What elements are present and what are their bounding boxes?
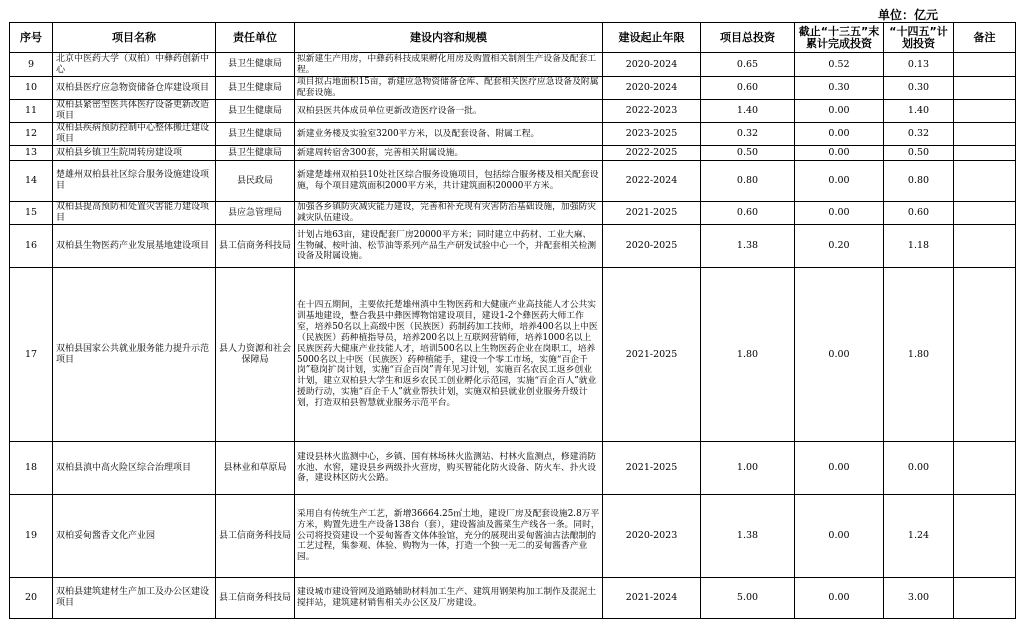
cell-responsible-unit: 县应急管理局 [216, 202, 295, 225]
header-completed-investment: 截止“十三五”末累计完成投资 [795, 23, 884, 53]
cell-planned-investment: 0.32 [884, 123, 954, 146]
cell-planned-investment: 1.24 [884, 495, 954, 578]
cell-project-name: 双柏县滇中高火险区综合治理项目 [53, 442, 216, 495]
cell-note [954, 123, 1016, 146]
cell-planned-investment: 0.13 [884, 53, 954, 77]
cell-project-name: 双柏县国家公共就业服务能力提升示范项目 [53, 268, 216, 442]
cell-period: 2021-2025 [603, 268, 701, 442]
header-row [10, 23, 1016, 53]
cell-note [954, 146, 1016, 161]
cell-note [954, 161, 1016, 202]
cell-seq: 16 [10, 225, 53, 268]
cell-note [954, 495, 1016, 578]
cell-total-investment: 1.40 [701, 100, 795, 123]
cell-total-investment: 0.50 [701, 146, 795, 161]
cell-seq: 12 [10, 123, 53, 146]
cell-content-scale: 建设县林火监测中心，乡镇、国有林场林火监测站、村林火监测点，修建消防水池、水窖，建设县乡两级扑火营房，购买智能化防火设备、防火车、扑火设备，建设林区防火公路。 [295, 442, 603, 495]
cell-completed-investment: 0.00 [795, 268, 884, 442]
unit-label: 单位：亿元 [877, 8, 938, 22]
cell-period: 2022-2023 [603, 100, 701, 123]
cell-planned-investment: 1.40 [884, 100, 954, 123]
cell-note [954, 268, 1016, 442]
table-row [10, 77, 1016, 100]
cell-project-name: 双柏妥甸酱香文化产业园 [53, 495, 216, 578]
cell-planned-investment: 3.00 [884, 578, 954, 619]
cell-project-name: 北京中医药大学（双柏）中彝药创新中心 [53, 53, 216, 77]
cell-completed-investment: 0.00 [795, 442, 884, 495]
cell-seq: 9 [10, 53, 53, 77]
cell-project-name: 双柏县生物医药产业发展基地建设项目 [53, 225, 216, 268]
cell-completed-investment: 0.00 [795, 146, 884, 161]
cell-note [954, 77, 1016, 100]
cell-seq: 18 [10, 442, 53, 495]
cell-content-scale: 拟新建生产用房，中彝药科技成果孵化用房及购置相关制剂生产设备及配套工程。 [295, 53, 603, 77]
cell-completed-investment: 0.00 [795, 578, 884, 619]
cell-total-investment: 1.80 [701, 268, 795, 442]
cell-period: 2020-2024 [603, 53, 701, 77]
table-row [10, 268, 1016, 442]
cell-total-investment: 1.38 [701, 495, 795, 578]
cell-completed-investment: 0.00 [795, 161, 884, 202]
cell-responsible-unit: 县工信商务科技局 [216, 578, 295, 619]
cell-note [954, 100, 1016, 123]
cell-period: 2022-2024 [603, 161, 701, 202]
cell-period: 2020-2025 [603, 225, 701, 268]
cell-content-scale: 新建业务楼及实验室3200平方米，以及配套设备、附属工程。 [295, 123, 603, 146]
table-row [10, 578, 1016, 619]
cell-note [954, 53, 1016, 77]
cell-content-scale: 建设城市建设管网及道路辅助材料加工生产、建筑用钢架构加工制作及混泥土搅拌站，建筑建材销售相关办公区及厂房建设。 [295, 578, 603, 619]
cell-responsible-unit: 县卫生健康局 [216, 100, 295, 123]
table-row [10, 123, 1016, 146]
cell-planned-investment: 0.50 [884, 146, 954, 161]
cell-total-investment: 1.38 [701, 225, 795, 268]
header-responsible-unit: 责任单位 [216, 23, 295, 53]
cell-total-investment: 0.60 [701, 202, 795, 225]
cell-total-investment: 0.60 [701, 77, 795, 100]
table-row [10, 442, 1016, 495]
table-row [10, 161, 1016, 202]
cell-planned-investment: 1.80 [884, 268, 954, 442]
header-project-name: 项目名称 [53, 23, 216, 53]
cell-responsible-unit: 县人力资源和社会保障局 [216, 268, 295, 442]
cell-content-scale: 项目拟占地面积15亩，新建应急物资储备仓库、配套相关医疗应急设备及附属配套设施。 [295, 77, 603, 100]
cell-project-name: 双柏县紧密型医共体医疗设备更新改造项目 [53, 100, 216, 123]
cell-content-scale: 新建周转宿舍300套，完善相关附属设施。 [295, 146, 603, 161]
cell-content-scale: 新建楚雄州双柏县10处社区综合服务设施项目，包括综合服务楼及相关配套设施，每个项目建筑面积2000平方米，共计建筑面积20000平方米。 [295, 161, 603, 202]
cell-completed-investment: 0.52 [795, 53, 884, 77]
investment-table [9, 22, 1016, 619]
cell-content-scale: 采用自有传统生产工艺，新增36664.25㎡土地，建设厂房及配套设施2.8万平方米，购置先进生产设备138台（套），建设酱油及酱菜生产线各一条。同时，公司将投资建设一个妥甸酱香文体体验馆，充分的展现出妥甸酱油古法酿制的工艺过程，集参观、体验、购物为一体，打造一个独一无二的妥甸酱香产业园。 [295, 495, 603, 578]
cell-total-investment: 0.32 [701, 123, 795, 146]
cell-completed-investment: 0.00 [795, 100, 884, 123]
cell-seq: 19 [10, 495, 53, 578]
cell-total-investment: 1.00 [701, 442, 795, 495]
cell-content-scale: 加强各乡镇防灾减灾能力建设，完善和补充现有灾害防治基础设施，加强防灾减灾队伍建设。 [295, 202, 603, 225]
cell-planned-investment: 1.18 [884, 225, 954, 268]
cell-responsible-unit: 县民政局 [216, 161, 295, 202]
cell-planned-investment: 0.60 [884, 202, 954, 225]
header-period: 建设起止年限 [603, 23, 701, 53]
cell-planned-investment: 0.00 [884, 442, 954, 495]
cell-project-name: 双柏县建筑建材生产加工及办公区建设项目 [53, 578, 216, 619]
cell-period: 2021-2024 [603, 578, 701, 619]
cell-seq: 10 [10, 77, 53, 100]
cell-content-scale: 双柏县医共体成员单位更新改造医疗设备一批。 [295, 100, 603, 123]
cell-responsible-unit: 县工信商务科技局 [216, 225, 295, 268]
table-row [10, 202, 1016, 225]
header-seq: 序号 [10, 23, 53, 53]
cell-seq: 20 [10, 578, 53, 619]
cell-seq: 15 [10, 202, 53, 225]
cell-content-scale: 计划占地63亩，建设配套厂房20000平方米；同时建立中药材、工业大麻、生物碱、桉叶油、松节油等系列产品生产研发试验中心一个，并配套相关检测设备及附属设施。 [295, 225, 603, 268]
header-content-scale: 建设内容和规模 [295, 23, 603, 53]
table-row [10, 146, 1016, 161]
cell-seq: 13 [10, 146, 53, 161]
table-row [10, 53, 1016, 77]
cell-total-investment: 0.65 [701, 53, 795, 77]
cell-seq: 11 [10, 100, 53, 123]
cell-seq: 14 [10, 161, 53, 202]
cell-project-name: 楚雄州双柏县社区综合服务设施建设项目 [53, 161, 216, 202]
cell-responsible-unit: 县卫生健康局 [216, 123, 295, 146]
header-note: 备注 [954, 23, 1016, 53]
cell-completed-investment: 0.00 [795, 202, 884, 225]
cell-planned-investment: 0.80 [884, 161, 954, 202]
cell-total-investment: 0.80 [701, 161, 795, 202]
cell-content-scale: 在十四五期间，主要依托楚雄州滇中生物医药和大健康产业高技能人才公共实训基地建设，整合我县中彝医博物馆建设项目，建设1-2个彝医药大师工作室，培养50名以上高级中医（民族医）药制药加工技师，培养400名以上中医（民族医）药种植指导员，培养200名以上互联网营销师，培养1000名以上民族医药大健康产业技能人才，培训500名以上生物医药企业在岗职工，培养5000名以上中医（民族医）药种植能手，建设一个零工市场，实施“百企千岗”稳岗扩岗计划，实施“百企百岗”青年见习计划，实施百名农民工返乡创业计划，建立双柏县大学生和返乡农民工创业孵化示范园，实施“百企百人”就业援助行动，实施“百企千人”就业帮扶计划，实施双柏县就业创业服务升级计划，打造双柏县智慧就业服务示范平台。 [295, 268, 603, 442]
cell-period: 2021-2025 [603, 202, 701, 225]
table-row [10, 495, 1016, 578]
cell-completed-investment: 0.00 [795, 123, 884, 146]
cell-completed-investment: 0.30 [795, 77, 884, 100]
cell-note [954, 578, 1016, 619]
cell-seq: 17 [10, 268, 53, 442]
cell-period: 2020-2023 [603, 495, 701, 578]
table-row [10, 100, 1016, 123]
cell-total-investment: 5.00 [701, 578, 795, 619]
cell-project-name: 双柏县医疗应急物资储备仓库建设项目 [53, 77, 216, 100]
table-row [10, 225, 1016, 268]
header-planned-investment: “十四五”计划投资 [884, 23, 954, 53]
cell-note [954, 442, 1016, 495]
cell-note [954, 202, 1016, 225]
cell-project-name: 双柏县提高预防和处置灾害能力建设项目 [53, 202, 216, 225]
cell-project-name: 双柏县乡镇卫生院周转房建设项 [53, 146, 216, 161]
cell-period: 2022-2025 [603, 146, 701, 161]
cell-completed-investment: 0.00 [795, 495, 884, 578]
cell-completed-investment: 0.20 [795, 225, 884, 268]
cell-period: 2023-2025 [603, 123, 701, 146]
cell-responsible-unit: 县卫生健康局 [216, 77, 295, 100]
cell-responsible-unit: 县卫生健康局 [216, 146, 295, 161]
cell-planned-investment: 0.30 [884, 77, 954, 100]
cell-period: 2020-2024 [603, 77, 701, 100]
cell-period: 2021-2025 [603, 442, 701, 495]
cell-responsible-unit: 县林业和草原局 [216, 442, 295, 495]
cell-responsible-unit: 县卫生健康局 [216, 53, 295, 77]
cell-project-name: 双柏县疾病预防控制中心整体搬迁建设项目 [53, 123, 216, 146]
cell-note [954, 225, 1016, 268]
cell-responsible-unit: 县工信商务科技局 [216, 495, 295, 578]
header-total-investment: 项目总投资 [701, 23, 795, 53]
